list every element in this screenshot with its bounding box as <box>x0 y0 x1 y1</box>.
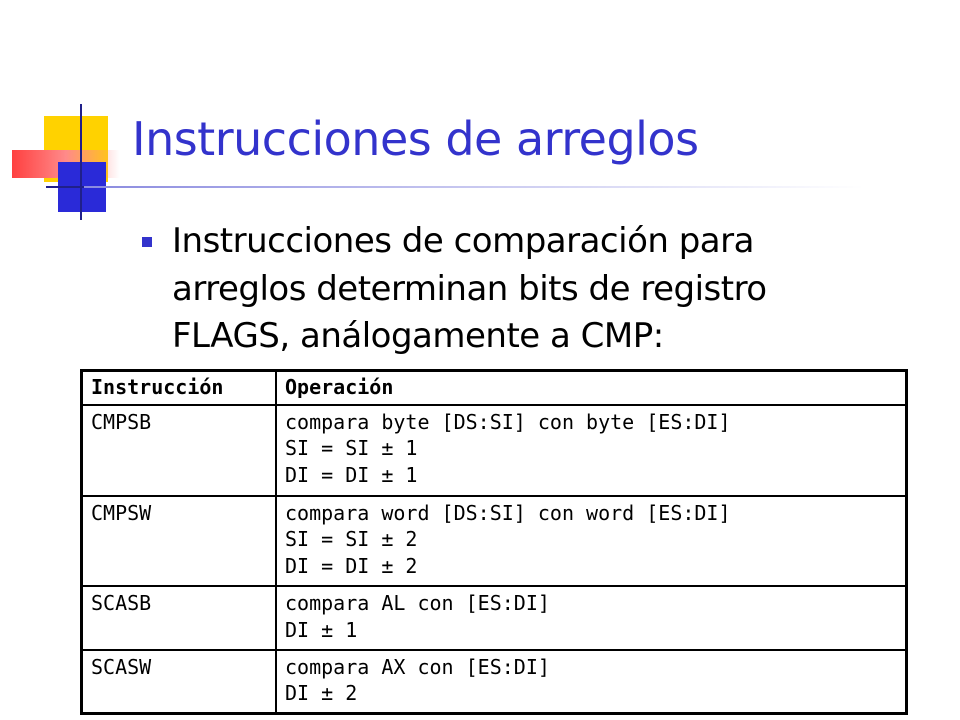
instruction-cell: CMPSB <box>82 405 277 496</box>
operation-line: DI ± 1 <box>285 617 358 642</box>
operation-line: DI = DI ± 1 <box>285 462 418 487</box>
instruction-cell: SCASB <box>82 586 277 649</box>
logo-vertical-line <box>80 104 82 220</box>
instruction-cell: SCASW <box>82 650 277 714</box>
bullet-line: Instrucciones de comparación para <box>172 221 754 261</box>
title-underline <box>84 186 864 188</box>
operation-cell <box>276 586 907 649</box>
instruction-cell: CMPSW <box>82 496 277 587</box>
bullet-line: arreglos determinan bits de registro <box>172 268 767 309</box>
operation-line: compara AX con [ES:DI] <box>285 654 550 679</box>
operation-line: SI = SI ± 1 <box>285 436 418 461</box>
table-row <box>82 586 907 649</box>
instruction-table <box>80 369 908 715</box>
header-instruccion: Instrucción <box>82 371 277 406</box>
table-header-row <box>82 371 907 406</box>
bullet-line: FLAGS, análogamente a CMP: <box>172 316 664 357</box>
table-row <box>82 405 907 496</box>
operation-cell <box>276 405 907 496</box>
table-row <box>82 496 907 587</box>
operation-cell <box>276 496 907 587</box>
operation-line: compara word [DS:SI] con word [ES:DI] <box>285 500 731 525</box>
slide-logo <box>0 0 140 240</box>
header-operacion: Operación <box>276 371 907 406</box>
operation-cell <box>276 650 907 714</box>
operation-line: DI ± 2 <box>285 681 358 706</box>
operation-line: compara byte [DS:SI] con byte [ES:DI] <box>285 410 731 434</box>
bullet-marker <box>142 237 152 247</box>
operation-line: compara AL con [ES:DI] <box>285 591 550 616</box>
operation-line: SI = SI ± 2 <box>285 527 418 552</box>
table-row <box>82 650 907 714</box>
bullet-text <box>172 218 892 361</box>
operation-line: DI = DI ± 2 <box>285 553 418 578</box>
slide-title: Instrucciones de arreglos <box>132 112 699 166</box>
